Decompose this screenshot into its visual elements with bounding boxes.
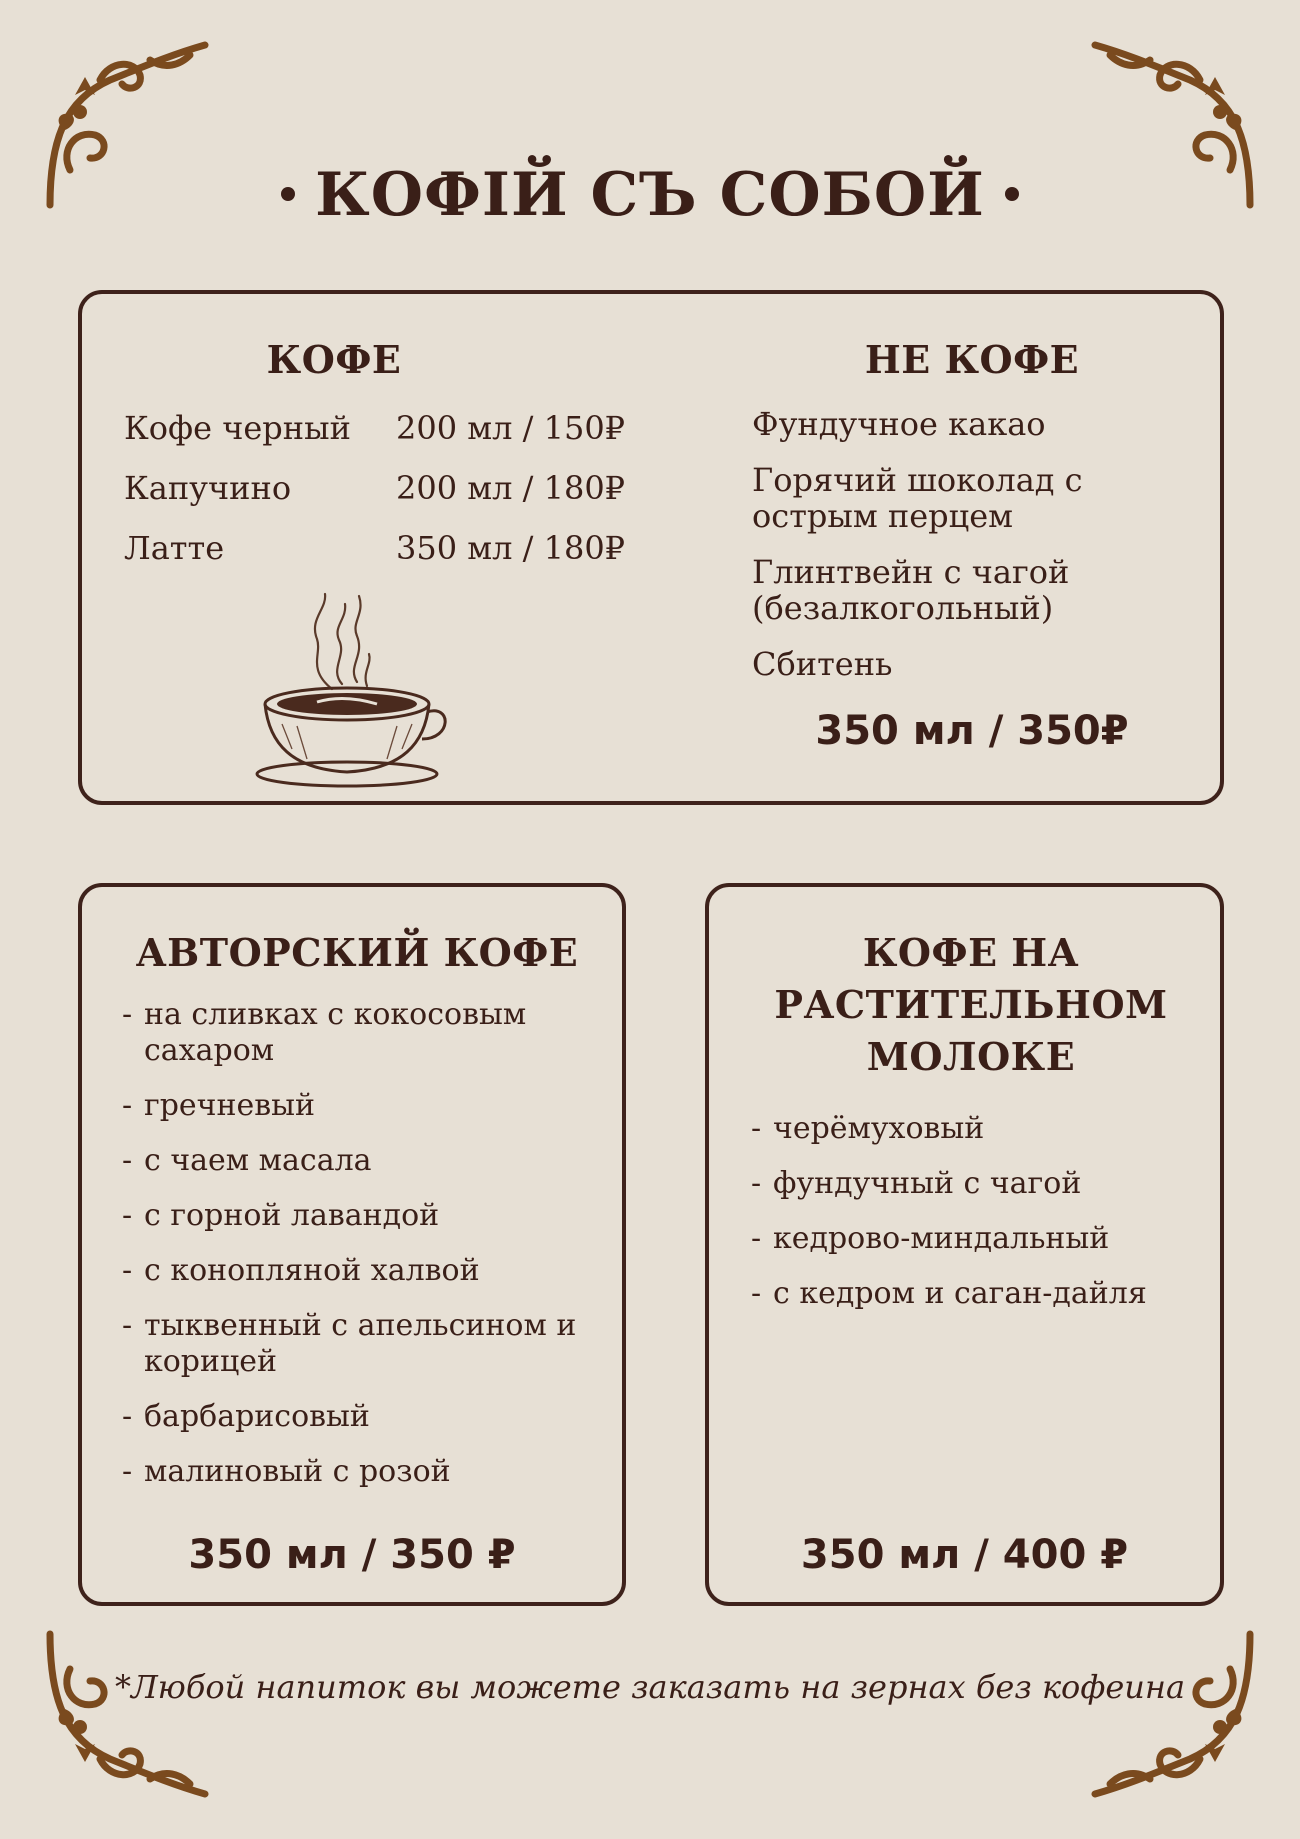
not-coffee-heading: НЕ КОФЕ xyxy=(864,337,1080,382)
page-title xyxy=(0,160,1300,230)
author-coffee-price: 350 мл / 350 ₽ xyxy=(188,1532,516,1578)
menu-item: Горячий шоколад с острым перцем xyxy=(752,461,1083,535)
list-item: - черёмуховый xyxy=(751,1111,985,1146)
not-coffee-price: 350 мл / 350₽ xyxy=(815,708,1129,754)
menu-item xyxy=(124,400,684,456)
author-coffee-panel xyxy=(78,883,626,1606)
plant-milk-section xyxy=(751,927,1191,1331)
coffee-cup-icon xyxy=(247,574,447,794)
menu-item-price: 200 мл / 150₽ xyxy=(396,409,626,447)
menu-item-price: 200 мл / 180₽ xyxy=(396,469,626,507)
menu-item-name: Кофе черный xyxy=(124,409,351,447)
coffee-heading: КОФЕ xyxy=(266,337,402,382)
not-coffee-list xyxy=(752,406,1192,682)
list-item: - с горной лавандой xyxy=(122,1198,440,1233)
menu-item: Фундучное какао xyxy=(752,405,1046,443)
menu-item: Глинтвейн с чагой (безалкогольный) xyxy=(752,553,1070,627)
list-item: - с чаем масала xyxy=(122,1143,372,1178)
plant-milk-price: 350 мл / 400 ₽ xyxy=(800,1532,1129,1578)
corner-ornament-icon xyxy=(40,1629,210,1799)
list-item: - барбарисовый xyxy=(122,1399,370,1434)
coffee-panel xyxy=(78,290,1224,805)
footnote: *Любой напиток вы можете заказать на зернах без кофеина xyxy=(114,1668,1186,1706)
menu-item-name: Капучино xyxy=(124,469,292,507)
not-coffee-section xyxy=(752,334,1192,754)
page-title-text: КОФIЙ СЪ СОБОЙ xyxy=(315,160,985,230)
plant-milk-panel xyxy=(705,883,1224,1606)
list-item: - с кедром и саган-дайля xyxy=(751,1276,1147,1311)
menu-item-price: 350 мл / 180₽ xyxy=(396,529,626,567)
corner-ornament-icon xyxy=(1090,1629,1260,1799)
list-item: - малиновый с розой xyxy=(122,1454,451,1489)
list-item: - тыквенный с апельсином и корицей xyxy=(122,1308,577,1379)
coffee-section xyxy=(124,334,684,576)
title-dot-right xyxy=(1005,187,1019,201)
author-coffee-list xyxy=(122,997,592,1490)
menu-item: Сбитень xyxy=(752,645,893,683)
menu-item xyxy=(124,460,684,516)
list-item: - с конопляной халвой xyxy=(122,1253,480,1288)
menu-item xyxy=(124,520,684,576)
menu-item-name: Латте xyxy=(124,529,225,567)
list-item: - гречневый xyxy=(122,1088,316,1123)
list-item: - фундучный с чагой xyxy=(751,1166,1082,1201)
list-item: - на сливках с кокосовым сахаром xyxy=(122,997,527,1068)
title-dot-left xyxy=(281,187,295,201)
list-item: - кедрово-миндальный xyxy=(751,1221,1110,1256)
coffee-list xyxy=(124,400,684,576)
author-coffee-heading: АВТОРСКИЙ КОФЕ xyxy=(135,930,579,975)
author-coffee-section xyxy=(122,927,592,1509)
plant-milk-list xyxy=(751,1111,1191,1312)
plant-milk-heading: КОФЕ НА РАСТИТЕЛЬНОМ МОЛОКЕ xyxy=(774,930,1168,1079)
